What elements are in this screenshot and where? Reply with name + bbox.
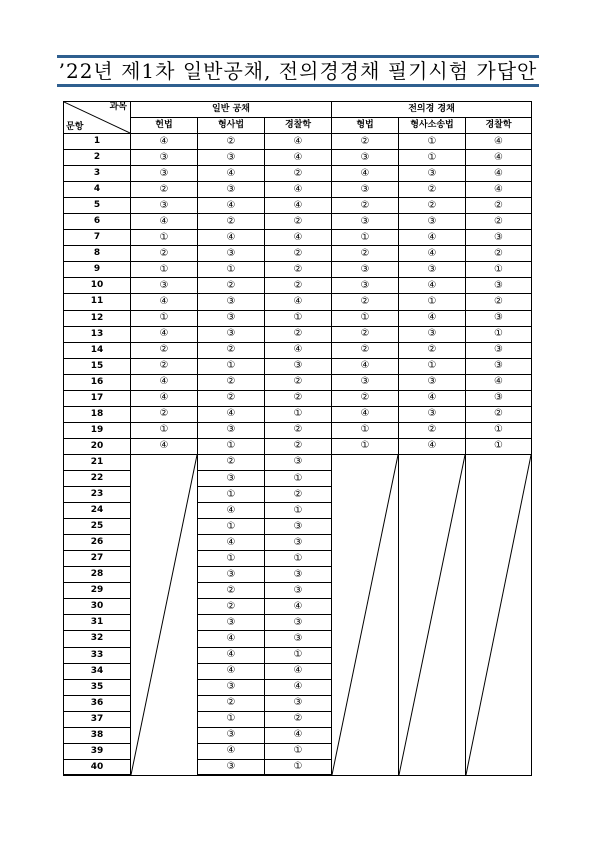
answer-cell: ④ bbox=[265, 342, 332, 358]
question-number: 16 bbox=[64, 374, 131, 390]
answer-rows bbox=[64, 134, 532, 776]
answer-cell: ② bbox=[198, 214, 265, 230]
question-number: 30 bbox=[64, 599, 131, 615]
answer-cell: ① bbox=[198, 358, 265, 374]
corner-label-subject: 과목 bbox=[109, 102, 127, 112]
answer-cell: ③ bbox=[198, 326, 265, 342]
answer-cell: ③ bbox=[466, 230, 532, 246]
answer-cell: ② bbox=[198, 695, 265, 711]
empty-cell-criminal-procedure bbox=[399, 454, 466, 775]
table-row bbox=[64, 262, 532, 278]
empty-cell-police-science bbox=[466, 454, 532, 775]
answer-cell: ③ bbox=[198, 470, 265, 486]
question-number: 15 bbox=[64, 358, 131, 374]
answer-cell: ④ bbox=[265, 727, 332, 743]
table-row bbox=[64, 198, 532, 214]
question-number: 31 bbox=[64, 615, 131, 631]
answer-cell: ① bbox=[198, 262, 265, 278]
question-number: 7 bbox=[64, 230, 131, 246]
table-row bbox=[64, 294, 532, 310]
title-banner bbox=[57, 55, 539, 87]
answer-cell: ① bbox=[131, 230, 198, 246]
answer-cell: ① bbox=[198, 519, 265, 535]
question-number: 1 bbox=[64, 134, 131, 150]
question-number: 11 bbox=[64, 294, 131, 310]
answer-cell: ④ bbox=[198, 166, 265, 182]
question-number: 12 bbox=[64, 310, 131, 326]
answer-cell: ④ bbox=[198, 663, 265, 679]
answer-cell: ② bbox=[332, 326, 399, 342]
answer-cell: ② bbox=[265, 374, 332, 390]
answer-cell: ④ bbox=[198, 198, 265, 214]
answer-cell: ② bbox=[265, 166, 332, 182]
diagonal-strike bbox=[131, 455, 197, 775]
answer-cell: ② bbox=[399, 422, 466, 438]
table-row bbox=[64, 358, 532, 374]
answer-cell: ③ bbox=[198, 294, 265, 310]
answer-cell: ② bbox=[399, 182, 466, 198]
empty-cell-constitution bbox=[131, 454, 198, 775]
answer-cell: ② bbox=[198, 583, 265, 599]
answer-cell: ② bbox=[399, 198, 466, 214]
question-number: 2 bbox=[64, 150, 131, 166]
answer-cell: ② bbox=[265, 214, 332, 230]
answer-cell: ① bbox=[265, 759, 332, 775]
answer-cell: ④ bbox=[198, 535, 265, 551]
answer-cell: ③ bbox=[332, 262, 399, 278]
header-row-groups bbox=[64, 102, 532, 118]
answer-cell: ③ bbox=[399, 262, 466, 278]
answer-cell: ② bbox=[265, 711, 332, 727]
question-number: 18 bbox=[64, 406, 131, 422]
answer-cell: ③ bbox=[332, 150, 399, 166]
answer-cell: ③ bbox=[399, 406, 466, 422]
answer-table bbox=[63, 101, 532, 776]
subject-header: 형사법 bbox=[198, 118, 265, 134]
table-row bbox=[64, 374, 532, 390]
table-row bbox=[64, 406, 532, 422]
answer-cell: ④ bbox=[198, 230, 265, 246]
question-number: 34 bbox=[64, 663, 131, 679]
answer-cell: ④ bbox=[198, 743, 265, 759]
answer-cell: ③ bbox=[332, 374, 399, 390]
answer-cell: ① bbox=[466, 422, 532, 438]
answer-cell: ② bbox=[131, 246, 198, 262]
question-number: 10 bbox=[64, 278, 131, 294]
answer-cell: ③ bbox=[399, 374, 466, 390]
answer-cell: ③ bbox=[198, 615, 265, 631]
answer-cell: ① bbox=[265, 743, 332, 759]
answer-cell: ② bbox=[466, 406, 532, 422]
question-number: 36 bbox=[64, 695, 131, 711]
answer-cell: ④ bbox=[131, 390, 198, 406]
answer-cell: ④ bbox=[131, 438, 198, 454]
empty-cell-criminal-law bbox=[332, 454, 399, 775]
answer-cell: ③ bbox=[332, 182, 399, 198]
answer-cell: ① bbox=[131, 422, 198, 438]
answer-cell: ③ bbox=[265, 631, 332, 647]
answer-cell: ② bbox=[399, 342, 466, 358]
answer-cell: ④ bbox=[399, 246, 466, 262]
answer-cell: ① bbox=[265, 503, 332, 519]
question-number: 17 bbox=[64, 390, 131, 406]
answer-cell: ① bbox=[265, 551, 332, 567]
answer-cell: ④ bbox=[265, 182, 332, 198]
subject-header: 경찰학 bbox=[265, 118, 332, 134]
question-number: 37 bbox=[64, 711, 131, 727]
question-number: 33 bbox=[64, 647, 131, 663]
question-number: 9 bbox=[64, 262, 131, 278]
answer-cell: ④ bbox=[332, 406, 399, 422]
answer-cell: ③ bbox=[198, 679, 265, 695]
answer-cell: ② bbox=[198, 134, 265, 150]
group-header-conscript: 전의경 경채 bbox=[332, 102, 532, 118]
answer-cell: ② bbox=[131, 182, 198, 198]
group-header-general: 일반 공채 bbox=[131, 102, 332, 118]
answer-cell: ① bbox=[265, 470, 332, 486]
answer-cell: ② bbox=[198, 342, 265, 358]
question-number: 4 bbox=[64, 182, 131, 198]
subject-header: 형사소송법 bbox=[399, 118, 466, 134]
question-number: 22 bbox=[64, 470, 131, 486]
answer-cell: ④ bbox=[466, 182, 532, 198]
table-row bbox=[64, 214, 532, 230]
answer-cell: ③ bbox=[198, 246, 265, 262]
answer-cell: ① bbox=[332, 438, 399, 454]
answer-cell: ③ bbox=[466, 342, 532, 358]
table-row bbox=[64, 246, 532, 262]
answer-cell: ④ bbox=[198, 631, 265, 647]
question-number: 39 bbox=[64, 743, 131, 759]
table-row bbox=[64, 166, 532, 182]
question-number: 29 bbox=[64, 583, 131, 599]
question-number: 28 bbox=[64, 567, 131, 583]
title-bottom-rule bbox=[57, 84, 539, 87]
answer-cell: ④ bbox=[332, 358, 399, 374]
answer-cell: ② bbox=[131, 342, 198, 358]
answer-cell: ④ bbox=[265, 198, 332, 214]
question-number: 3 bbox=[64, 166, 131, 182]
answer-cell: ③ bbox=[265, 535, 332, 551]
answer-cell: ② bbox=[131, 406, 198, 422]
answer-cell: ③ bbox=[466, 310, 532, 326]
table-row bbox=[64, 422, 532, 438]
answer-cell: ① bbox=[399, 134, 466, 150]
answer-cell: ② bbox=[198, 278, 265, 294]
answer-cell: ② bbox=[466, 294, 532, 310]
answer-cell: ④ bbox=[265, 134, 332, 150]
answer-cell: ③ bbox=[198, 310, 265, 326]
answer-cell: ① bbox=[198, 438, 265, 454]
answer-cell: ① bbox=[198, 551, 265, 567]
answer-cell: ④ bbox=[131, 326, 198, 342]
answer-cell: ④ bbox=[265, 599, 332, 615]
answer-cell: ③ bbox=[198, 422, 265, 438]
answer-cell: ② bbox=[265, 438, 332, 454]
answer-cell: ② bbox=[466, 198, 532, 214]
answer-cell: ③ bbox=[131, 278, 198, 294]
answer-cell: ① bbox=[265, 310, 332, 326]
answer-cell: ② bbox=[265, 487, 332, 503]
question-number: 25 bbox=[64, 519, 131, 535]
question-number: 32 bbox=[64, 631, 131, 647]
answer-cell: ③ bbox=[265, 695, 332, 711]
answer-cell: ② bbox=[198, 390, 265, 406]
question-number: 6 bbox=[64, 214, 131, 230]
page-title: ’22년 제1차 일반공채, 전의경경채 필기시험 가답안 bbox=[58, 59, 538, 83]
answer-cell: ② bbox=[265, 246, 332, 262]
answer-cell: ④ bbox=[198, 406, 265, 422]
table-row bbox=[64, 438, 532, 454]
answer-cell: ③ bbox=[131, 198, 198, 214]
answer-cell: ③ bbox=[399, 326, 466, 342]
answer-cell: ③ bbox=[265, 454, 332, 470]
table-row bbox=[64, 230, 532, 246]
answer-cell: ③ bbox=[198, 567, 265, 583]
table-row bbox=[64, 326, 532, 342]
answer-cell: ① bbox=[131, 262, 198, 278]
answer-cell: ③ bbox=[265, 567, 332, 583]
corner-label-question: 문항 bbox=[66, 122, 84, 132]
answer-cell: ② bbox=[198, 374, 265, 390]
answer-cell: ④ bbox=[131, 214, 198, 230]
answer-cell: ④ bbox=[265, 294, 332, 310]
answer-cell: ④ bbox=[131, 134, 198, 150]
answer-cell: ② bbox=[466, 214, 532, 230]
question-number: 23 bbox=[64, 487, 131, 503]
question-number: 38 bbox=[64, 727, 131, 743]
answer-cell: ③ bbox=[131, 166, 198, 182]
question-number: 21 bbox=[64, 454, 131, 470]
answer-cell: ④ bbox=[332, 166, 399, 182]
corner-header bbox=[64, 102, 131, 134]
answer-cell: ③ bbox=[198, 759, 265, 775]
question-number: 20 bbox=[64, 438, 131, 454]
table-row bbox=[64, 278, 532, 294]
answer-cell: ① bbox=[332, 230, 399, 246]
title-top-rule bbox=[57, 55, 539, 58]
question-number: 5 bbox=[64, 198, 131, 214]
answer-cell: ③ bbox=[198, 150, 265, 166]
answer-cell: ④ bbox=[131, 374, 198, 390]
answer-cell: ④ bbox=[466, 166, 532, 182]
answer-cell: ④ bbox=[265, 663, 332, 679]
table-row bbox=[64, 390, 532, 406]
answer-cell: ① bbox=[265, 647, 332, 663]
answer-cell: ② bbox=[265, 278, 332, 294]
answer-cell: ④ bbox=[131, 294, 198, 310]
answer-cell: ④ bbox=[399, 438, 466, 454]
answer-cell: ④ bbox=[198, 647, 265, 663]
table-row bbox=[64, 150, 532, 166]
answer-cell: ② bbox=[332, 198, 399, 214]
answer-cell: ④ bbox=[265, 230, 332, 246]
answer-cell: ④ bbox=[198, 503, 265, 519]
answer-cell: ② bbox=[332, 342, 399, 358]
answer-cell: ③ bbox=[466, 358, 532, 374]
answer-cell: ③ bbox=[332, 214, 399, 230]
diagonal-strike bbox=[332, 455, 398, 775]
table-row bbox=[64, 182, 532, 198]
answer-cell: ① bbox=[265, 406, 332, 422]
answer-cell: ② bbox=[265, 326, 332, 342]
answer-cell: ③ bbox=[265, 358, 332, 374]
answer-cell: ③ bbox=[265, 583, 332, 599]
subject-header: 형법 bbox=[332, 118, 399, 134]
answer-cell: ② bbox=[332, 390, 399, 406]
answer-cell: ② bbox=[332, 134, 399, 150]
answer-cell: ② bbox=[265, 262, 332, 278]
answer-cell: ④ bbox=[466, 150, 532, 166]
answer-cell: ④ bbox=[399, 390, 466, 406]
answer-cell: ③ bbox=[265, 615, 332, 631]
answer-cell: ③ bbox=[131, 150, 198, 166]
answer-cell: ④ bbox=[466, 134, 532, 150]
table-row bbox=[64, 342, 532, 358]
question-number: 35 bbox=[64, 679, 131, 695]
answer-cell: ② bbox=[265, 422, 332, 438]
answer-cell: ① bbox=[198, 711, 265, 727]
answer-cell: ① bbox=[466, 438, 532, 454]
question-number: 26 bbox=[64, 535, 131, 551]
table-row bbox=[64, 310, 532, 326]
answer-cell: ② bbox=[131, 358, 198, 374]
answer-cell: ① bbox=[131, 310, 198, 326]
answer-cell: ④ bbox=[466, 374, 532, 390]
answer-cell: ④ bbox=[265, 150, 332, 166]
question-number: 19 bbox=[64, 422, 131, 438]
subject-header: 헌법 bbox=[131, 118, 198, 134]
table-row bbox=[64, 454, 532, 470]
answer-cell: ① bbox=[466, 262, 532, 278]
answer-cell: ② bbox=[265, 390, 332, 406]
question-number: 13 bbox=[64, 326, 131, 342]
answer-cell: ① bbox=[466, 326, 532, 342]
answer-cell: ③ bbox=[399, 214, 466, 230]
answer-cell: ② bbox=[198, 599, 265, 615]
header-row-subjects bbox=[64, 118, 532, 134]
diagonal-strike bbox=[399, 455, 465, 775]
answer-cell: ① bbox=[332, 422, 399, 438]
answer-cell: ③ bbox=[198, 182, 265, 198]
diagonal-strike bbox=[466, 455, 531, 775]
answer-cell: ② bbox=[332, 294, 399, 310]
question-number: 24 bbox=[64, 503, 131, 519]
answer-cell: ④ bbox=[399, 310, 466, 326]
subject-header: 경찰학 bbox=[466, 118, 532, 134]
answer-cell: ① bbox=[399, 294, 466, 310]
answer-cell: ③ bbox=[332, 278, 399, 294]
answer-cell: ④ bbox=[265, 679, 332, 695]
answer-cell: ③ bbox=[399, 166, 466, 182]
answer-cell: ④ bbox=[399, 230, 466, 246]
answer-cell: ③ bbox=[466, 390, 532, 406]
answer-cell: ① bbox=[198, 487, 265, 503]
answer-cell: ③ bbox=[198, 727, 265, 743]
question-number: 27 bbox=[64, 551, 131, 567]
question-number: 40 bbox=[64, 759, 131, 775]
answer-cell: ① bbox=[399, 358, 466, 374]
answer-cell: ③ bbox=[265, 519, 332, 535]
answer-cell: ② bbox=[332, 246, 399, 262]
question-number: 14 bbox=[64, 342, 131, 358]
answer-cell: ② bbox=[198, 454, 265, 470]
table-row bbox=[64, 134, 532, 150]
answer-cell: ① bbox=[332, 310, 399, 326]
answer-cell: ② bbox=[466, 246, 532, 262]
answer-cell: ③ bbox=[466, 278, 532, 294]
answer-cell: ④ bbox=[399, 278, 466, 294]
answer-cell: ① bbox=[399, 150, 466, 166]
question-number: 8 bbox=[64, 246, 131, 262]
